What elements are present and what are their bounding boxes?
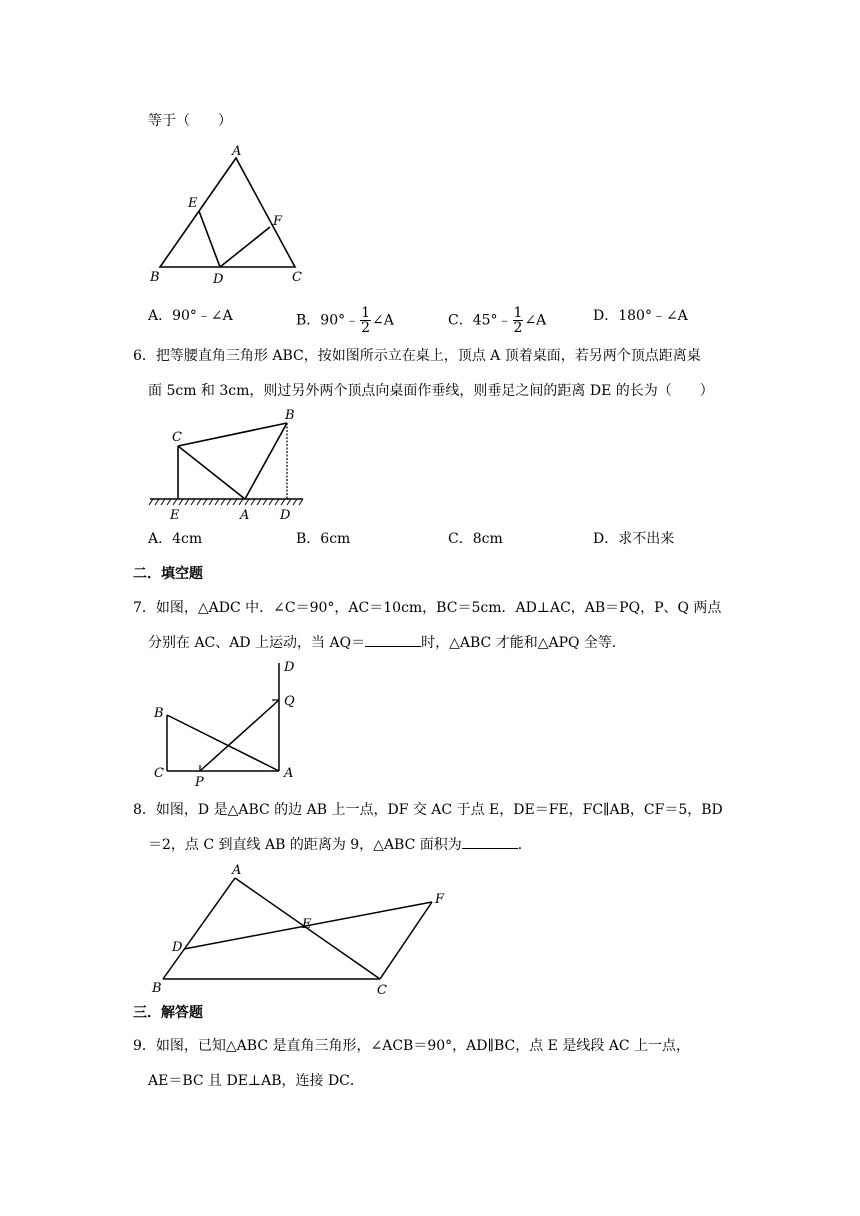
q5-option-b-suffix: ∠A bbox=[372, 312, 394, 329]
q7-figure bbox=[148, 655, 308, 790]
q5-label-f: F bbox=[273, 214, 283, 229]
q6-text-line2: 面 5cm 和 3cm，则过另外两个顶点向桌面作垂线，则垂足之间的距离 DE 的长为（ ） bbox=[148, 383, 714, 399]
q8-label-a: A bbox=[232, 863, 242, 878]
q6-option-b[interactable]: B．6cm bbox=[296, 531, 351, 547]
q6-option-a[interactable]: A．4cm bbox=[148, 531, 203, 547]
q5-option-b-fraction bbox=[360, 306, 371, 335]
section-title-solve: 三．解答题 bbox=[133, 1005, 203, 1021]
q7-label-c: C bbox=[154, 766, 164, 781]
q5-label-c: C bbox=[292, 270, 302, 285]
q5-option-a[interactable]: A．90°﹣∠A bbox=[148, 308, 233, 324]
q7-label-p: P bbox=[195, 775, 204, 790]
section-title-fill-in: 二．填空题 bbox=[133, 566, 203, 582]
q7-label-a: A bbox=[284, 766, 294, 781]
q5-option-b[interactable] bbox=[296, 306, 394, 335]
q5-option-d[interactable]: D．180°﹣∠A bbox=[593, 308, 688, 324]
q8-label-c: C bbox=[377, 983, 387, 998]
q7-answer-blank[interactable] bbox=[365, 632, 421, 647]
q8-line2-prefix: ＝2，点 C 到直线 AB 的距离为 9，△ABC 面积为 bbox=[148, 837, 462, 853]
q8-answer-blank[interactable] bbox=[462, 834, 518, 849]
q7-text-line1: 7．如图，△ADC 中．∠C＝90°，AC＝10cm，BC＝5cm．AD⊥AC，AB＝PQ，P、Q 两点 bbox=[133, 600, 722, 616]
q5-label-e: E bbox=[188, 196, 198, 211]
fraction-numerator: 1 bbox=[513, 305, 523, 321]
q7-label-q: Q bbox=[284, 694, 295, 709]
q5-option-c-prefix: C．45°﹣ bbox=[448, 312, 512, 329]
q6-label-e: E bbox=[170, 508, 180, 523]
q6-option-c[interactable]: C．8cm bbox=[448, 531, 503, 547]
q9-text-line1: 9．如图，已知△ABC 是直角三角形，∠ACB＝90°，AD∥BC，点 E 是线段 AC 上一点， bbox=[133, 1038, 691, 1054]
fraction-denominator: 2 bbox=[513, 320, 523, 336]
q8-figure bbox=[148, 858, 458, 998]
q6-label-b: B bbox=[285, 408, 295, 423]
q8-label-f: F bbox=[435, 892, 445, 907]
q7-line2-suffix: 时，△ABC 才能和△APQ 全等． bbox=[421, 635, 626, 651]
q9-text-line2: AE＝BC 且 DE⊥AB，连接 DC． bbox=[148, 1073, 364, 1089]
q5-label-a: A bbox=[232, 144, 242, 159]
fraction-denominator: 2 bbox=[361, 320, 371, 336]
q8-label-e: E bbox=[302, 917, 312, 932]
q8-text-line1: 8．如图，D 是△ABC 的边 AB 上一点，DF 交 AC 于点 E，DE＝FE，FC∥AB，CF＝5，BD bbox=[133, 802, 723, 818]
q5-label-b: B bbox=[150, 270, 160, 285]
q8-text-line2 bbox=[148, 834, 532, 855]
q6-label-d: D bbox=[280, 508, 291, 523]
q5-option-b-prefix: B．90°﹣ bbox=[296, 312, 360, 329]
q8-line2-suffix: ． bbox=[517, 837, 532, 853]
q5-label-d: D bbox=[213, 272, 224, 287]
q5-option-c-suffix: ∠A bbox=[524, 312, 547, 329]
q6-text-line1: 6．把等腰直角三角形 ABC，按如图所示立在桌上，顶点 A 顶着桌面，若另两个顶点距离桌 bbox=[133, 348, 701, 364]
q6-label-a: A bbox=[240, 508, 250, 523]
q7-label-b: B bbox=[154, 706, 164, 721]
q5-option-c-fraction bbox=[513, 306, 524, 335]
q7-label-d: D bbox=[284, 660, 295, 675]
q5-option-c[interactable] bbox=[448, 306, 546, 335]
fraction-numerator: 1 bbox=[361, 305, 371, 321]
q8-label-d: D bbox=[172, 940, 183, 955]
q6-figure bbox=[148, 405, 308, 525]
q7-text-line2 bbox=[148, 632, 626, 653]
q5-figure bbox=[140, 140, 320, 290]
q8-label-b: B bbox=[152, 981, 162, 996]
q6-option-d[interactable]: D．求不出来 bbox=[593, 531, 675, 547]
q7-line2-prefix: 分别在 AC、AD 上运动，当 AQ＝ bbox=[148, 635, 366, 651]
q6-label-c: C bbox=[172, 430, 182, 445]
q5-text-tail: 等于（ ） bbox=[148, 113, 232, 129]
